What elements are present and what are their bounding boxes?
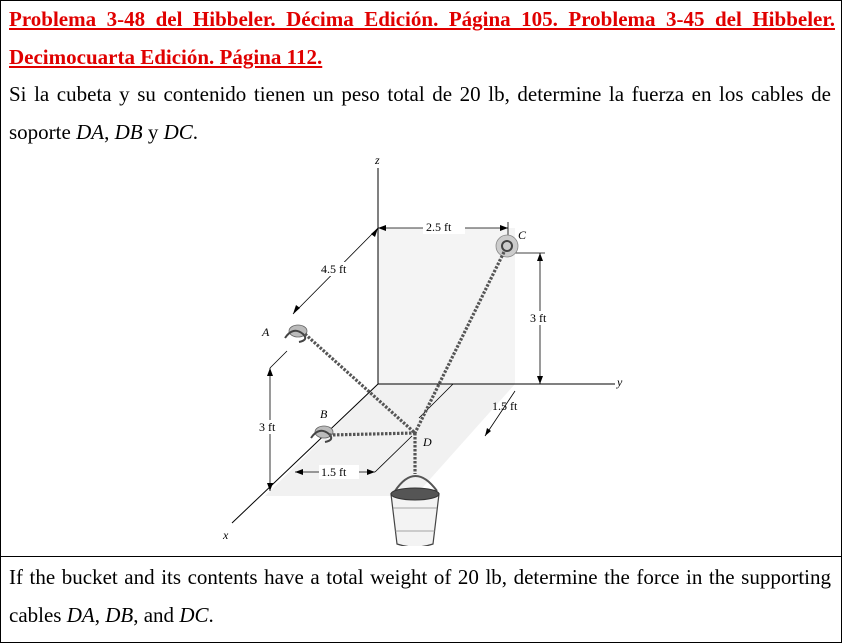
dim-arrow xyxy=(371,228,378,237)
dim-ext-line xyxy=(270,351,287,368)
problem-statement-spanish xyxy=(9,75,831,151)
cable-da: DA xyxy=(76,120,105,144)
section-divider xyxy=(0,556,842,557)
dim-arrow xyxy=(485,428,491,436)
dim-label-1-5ft-y: 1.5 ft xyxy=(492,399,518,413)
eyebolt-c xyxy=(496,235,518,257)
cable-dc: DC xyxy=(163,120,193,144)
separator: , xyxy=(94,603,106,627)
cable-db: DB xyxy=(114,120,143,144)
dim-label-3ft-c: 3 ft xyxy=(530,311,547,325)
dim-arrow xyxy=(537,376,543,384)
hook-a xyxy=(285,325,307,342)
problem-statement-english xyxy=(9,558,831,634)
y-axis-label: y xyxy=(617,375,623,389)
floor-plane xyxy=(265,384,515,496)
dim-arrow xyxy=(293,305,300,314)
point-d-label: D xyxy=(423,435,432,449)
period: . xyxy=(208,603,214,627)
cable-da: DA xyxy=(66,603,95,627)
dim-arrow xyxy=(267,368,273,376)
separator: , and xyxy=(133,603,180,627)
dim-label-2-5ft: 2.5 ft xyxy=(426,220,452,234)
x-axis-label: x xyxy=(223,528,229,542)
dim-arrow xyxy=(537,253,543,261)
dim-label-3ft-a: 3 ft xyxy=(259,420,276,434)
statement-text: If the bucket and its contents have a total weight of 20 lb, determine the force in the supporting cables xyxy=(9,565,831,627)
point-a-label: A xyxy=(262,325,270,339)
problem-title: Problema 3-48 del Hibbeler. Décima Edición. Página 105. Problema 3-45 del Hibbeler. Decimocuarta Edición. Página 112. xyxy=(9,7,835,69)
cable-dc: DC xyxy=(179,603,209,627)
problem-figure xyxy=(215,146,635,546)
statement-text: Si la cubeta y su contenido tienen un peso total de 20 lb, determine la fuerza en los cables de soporte xyxy=(9,82,831,144)
separator: , xyxy=(104,120,115,144)
back-plane xyxy=(378,228,515,384)
z-axis-label: z xyxy=(375,153,380,167)
period: . xyxy=(192,120,199,144)
point-b-label: B xyxy=(320,407,328,421)
dim-label-1-5ft-x: 1.5 ft xyxy=(321,465,347,479)
dim-label-4-5ft: 4.5 ft xyxy=(321,262,347,276)
cable-db: DB xyxy=(105,603,134,627)
point-c-label: C xyxy=(518,228,527,242)
separator: y xyxy=(142,120,164,144)
figure-svg xyxy=(215,146,635,546)
